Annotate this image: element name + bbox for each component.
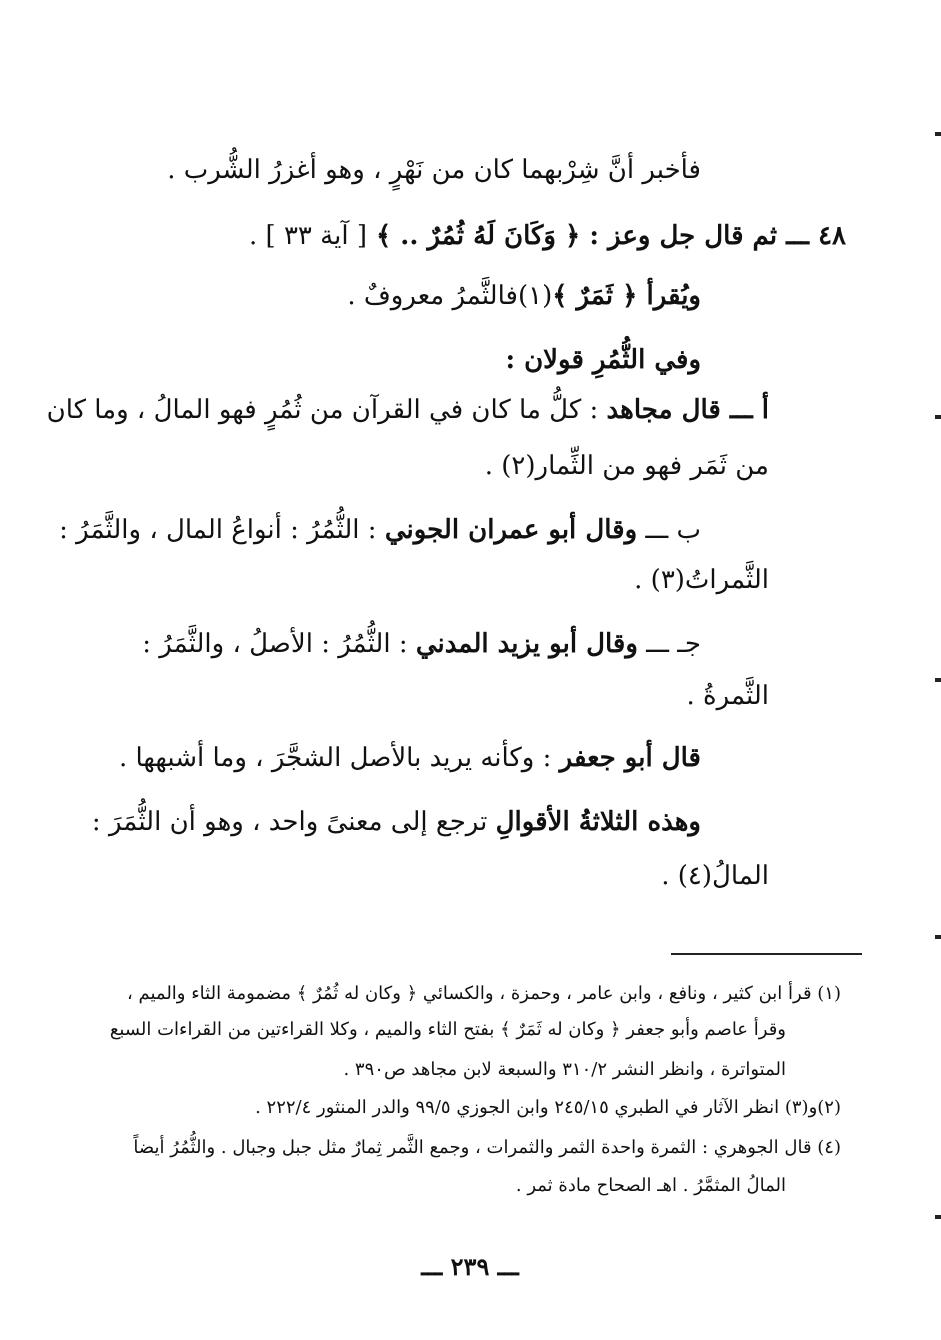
- text-segment: الثَّمرةُ .: [686, 681, 769, 711]
- footnote-separator: [671, 953, 862, 955]
- text-segment: ترجع إلى معنىً واحد ، وهو أن الثُّمَرَ :: [91, 807, 496, 837]
- body-line-5: [46, 390, 769, 430]
- bold-text: ويُقرأ ﴿ ثَمَرٌ ﴾: [552, 281, 701, 311]
- bold-text: وقال أبو عمران الجوني: [384, 515, 638, 545]
- text-segment: : وكأنه يريد بالأصل الشجَّرَ ، وما أشبهها .: [118, 743, 560, 773]
- bold-text: وفي الثُّمُرِ قولان :: [505, 345, 701, 375]
- footnote-1-line-2: وقرأ عاصم وأبو جعفر ﴿ وكان له ثَمَرٌ ﴾ بفتح الثاء والميم ، وكلا القراءتين من القراءات السبع: [109, 1019, 786, 1040]
- body-line-9: [100, 624, 701, 664]
- margin-mark: [935, 132, 941, 136]
- body-line-2: [249, 216, 846, 256]
- margin-mark: [935, 678, 941, 682]
- text-segment: فأخبر أنَّ شِرْبهما كان من نَهْرٍ ، وهو أغزرُ الشُّرب .: [167, 155, 701, 185]
- body-line-7: [59, 510, 701, 550]
- text-segment: (١): [517, 281, 553, 311]
- body-line-1: [167, 150, 701, 190]
- text-segment: الثَّمراتُ(٣) .: [634, 565, 769, 595]
- footnote-4-line-1: (٤) قال الجوهري : الثمرة واحدة الثمر والثمرات ، وجمع الثَّمر ثِمارٌ مثل جبل وجبال . والثُّمُرُ أيضاً: [133, 1137, 841, 1158]
- margin-mark: [935, 415, 941, 419]
- text-segment: : الثُّمُرُ : الأصلُ ، والثَّمَرُ :: [142, 629, 416, 659]
- bold-text: قال أبو جعفر: [559, 743, 701, 773]
- body-line-8: [634, 560, 769, 600]
- text-segment: المالُ(٤) .: [661, 861, 769, 891]
- text-segment: [ آية ٣٣ ] .: [249, 221, 367, 251]
- body-line-6: [485, 446, 769, 486]
- bold-text: ﴿ وَكَانَ لَهُ ثُمُرٌ .. ﴾: [366, 221, 581, 251]
- footnote-1-line-3: المتواترة ، وانظر النشر ٣١٠/٢ والسبعة لابن مجاهد ص٣٩٠ .: [343, 1059, 786, 1080]
- text-segment: جـ ـــ: [637, 629, 701, 659]
- text-segment: من ثَمَر فهو من الثِّمار(٢) .: [484, 451, 769, 481]
- body-line-11: [119, 738, 701, 778]
- bold-text: وقال أبو يزيد المدني: [415, 629, 638, 659]
- footnote-2-line-1: (٢)و(٣) انظر الآثار في الطبري ٢٤٥/١٥ وابن الجوزي ٩٩/٥ والدر المنثور ٢٢٢/٤ .: [255, 1097, 841, 1118]
- text-segment: : كلُّ ما كان في القرآن من ثُمُرٍ فهو المالُ ، وما كان: [46, 395, 607, 425]
- margin-mark: [935, 1215, 941, 1219]
- body-line-4: [505, 340, 701, 380]
- body-line-10: [686, 676, 769, 716]
- bold-text: ٤٨ ـــ ثم قال جل وعز :: [580, 221, 846, 251]
- body-line-13: [661, 856, 769, 896]
- footnote-1-line-1: (١) قرأ ابن كثير ، ونافع ، وابن عامر ، وحمزة ، والكسائي ﴿ وكان له ثُمُرٌ ﴾ مضمومة الثاء والميم ،: [126, 983, 841, 1004]
- footnote-4-line-2: المالُ المثمَّرُ . اهـ الصحاح مادة ثمر .: [515, 1175, 786, 1196]
- bold-text: وهذه الثلاثةُ الأقوالِ: [495, 807, 701, 837]
- text-segment: فالثَّمرُ معروفٌ .: [347, 281, 518, 311]
- text-segment: ب ـــ: [637, 515, 701, 545]
- margin-mark: [935, 935, 941, 939]
- page-number: ـــ ٢٣٩ ـــ: [421, 1252, 519, 1281]
- bold-text: أ ـــ قال مجاهد: [606, 395, 769, 425]
- text-segment: : الثُّمُرُ : أنواعُ المال ، والثَّمَرُ :: [59, 515, 385, 545]
- body-line-12: [91, 802, 701, 842]
- body-line-3: [347, 276, 701, 316]
